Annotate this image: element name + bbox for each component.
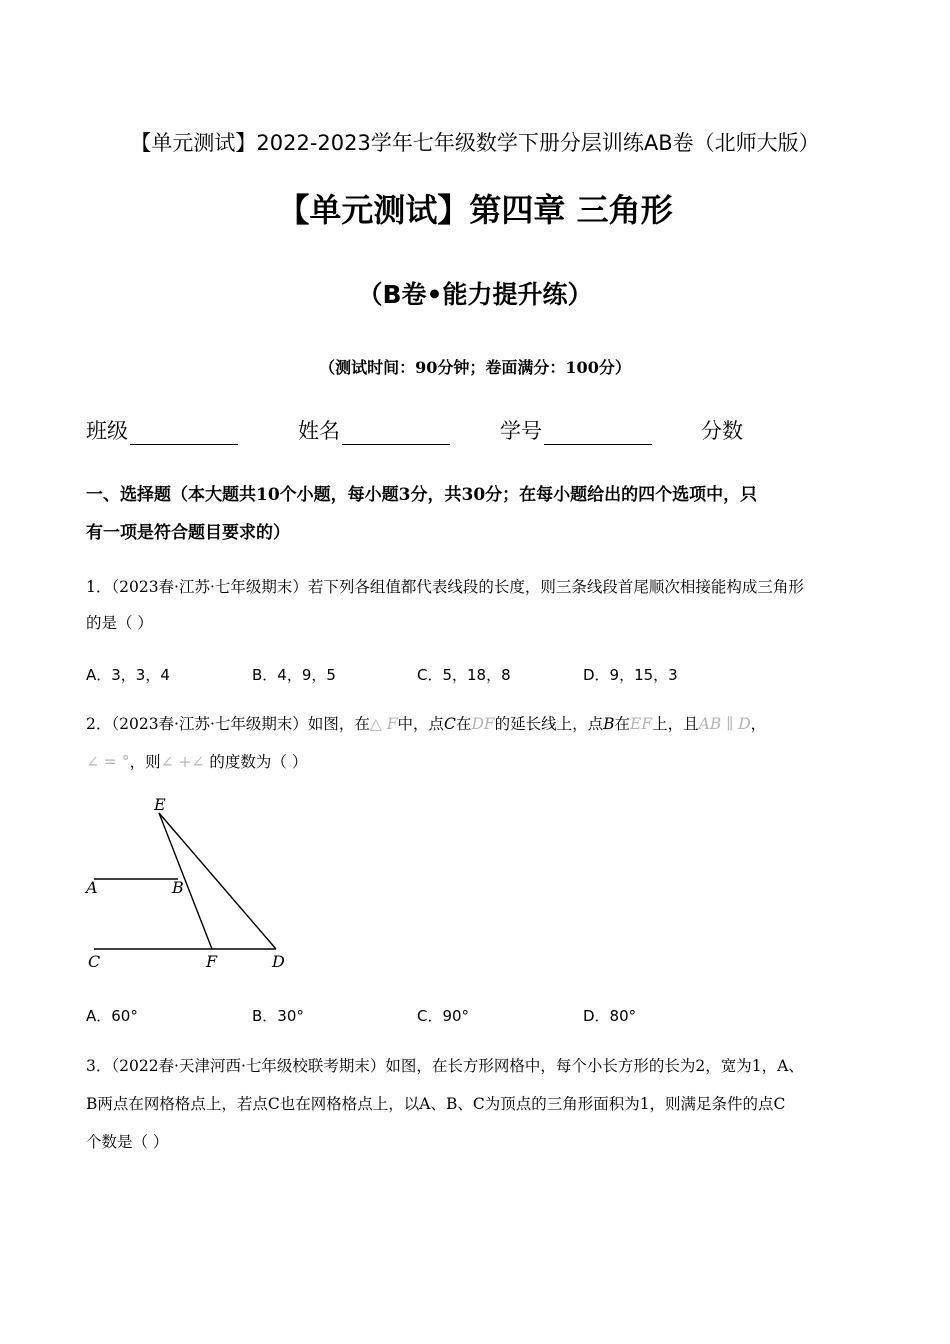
name-field[interactable] <box>298 415 450 445</box>
q2-text-6: 上，且 <box>652 715 699 733</box>
q1-option-b[interactable]: B．4，9，5 <box>252 666 336 684</box>
class-blank[interactable] <box>130 422 238 445</box>
section1-heading-line2: 有一项是符合题目要求的） <box>86 523 290 543</box>
label-d: D <box>272 952 285 971</box>
page-title: 【单元测试】第四章 三角形 <box>277 191 673 229</box>
label-a: A <box>86 878 98 897</box>
q2-option-d[interactable]: D．80° <box>583 1007 637 1025</box>
class-field[interactable] <box>86 415 238 445</box>
name-blank[interactable] <box>342 422 450 445</box>
q2-option-b[interactable]: B．30° <box>252 1007 304 1025</box>
score-field <box>701 415 743 445</box>
class-label: 班级 <box>86 419 128 443</box>
q1-line1: 1．（2023春·江苏·七年级期末）若下列各组值都代表线段的长度，则三条线段首尾顺次相接能构成三角形 <box>86 578 804 596</box>
exam-info: （测试时间：90分钟；卷面满分：100分） <box>319 358 631 377</box>
q2-text-8: ，则 <box>129 753 161 771</box>
q2-option-a[interactable]: A．60° <box>86 1007 138 1025</box>
q2-text-3: 在 <box>455 715 472 733</box>
q2-triangle-symbol: △ F <box>369 715 398 733</box>
label-f: F <box>206 952 218 971</box>
q1-option-c[interactable]: C．5，18，8 <box>417 666 511 684</box>
number-field[interactable] <box>500 415 652 445</box>
q1-option-a[interactable]: A．3，3，4 <box>86 666 170 684</box>
q2-line2 <box>86 744 307 780</box>
q3-line1: 3．（2022春·天津河西·七年级校联考期末）如图，在长方形网格中，每个小长方形的长为2，宽为1，A、 <box>86 1057 804 1075</box>
q2-angle-expr: ∠ = ° <box>86 753 130 771</box>
q2-text-9: 的度数为（ ） <box>204 753 308 771</box>
number-label: 学号 <box>500 419 542 443</box>
q1-option-d[interactable]: D．9，15，3 <box>583 666 678 684</box>
label-c: C <box>88 952 101 971</box>
line-ef <box>159 813 212 949</box>
series-title: 【单元测试】2022-2023学年七年级数学下册分层训练AB卷（北师大版） <box>130 131 820 155</box>
q2-text-1: 2．（2023春·江苏·七年级期末）如图，在 <box>86 715 370 733</box>
q2-text-5: 在 <box>614 715 631 733</box>
q3-line3: 个数是（ ） <box>86 1133 169 1151</box>
q2-point-c: C <box>444 715 456 733</box>
q2-text-4: 的延长线上，点 <box>494 715 604 733</box>
section1-heading-line1: 一、选择题（本大题共10个小题，每小题3分，共30分；在每小题给出的四个选项中，只 <box>86 485 758 505</box>
q2-point-b: B <box>603 715 615 733</box>
q2-line1 <box>86 706 766 742</box>
number-blank[interactable] <box>544 422 652 445</box>
score-label: 分数 <box>701 419 743 443</box>
q2-text-2: 中，点 <box>397 715 445 733</box>
q2-geometry-figure <box>80 795 300 975</box>
q2-text-7: ， <box>750 715 767 733</box>
q2-segment-ef: EF <box>630 715 653 733</box>
q1-line2: 的是（ ） <box>86 614 153 632</box>
q2-option-c[interactable]: C．90° <box>417 1007 470 1025</box>
q3-line2: B两点在网格格点上，若点C也在网格格点上，以A、B、C为顶点的三角形面积为1，则满足条件的点C <box>86 1095 786 1113</box>
q2-segment-df: DF <box>471 715 495 733</box>
label-b: B <box>172 878 184 897</box>
q2-parallel-expr: AB ∥ D <box>698 715 751 733</box>
name-label: 姓名 <box>298 419 340 443</box>
label-e: E <box>154 795 166 814</box>
q2-angle-sum: ∠ +∠ <box>160 753 205 771</box>
page-subtitle: （B卷•能力提升练） <box>357 280 593 309</box>
